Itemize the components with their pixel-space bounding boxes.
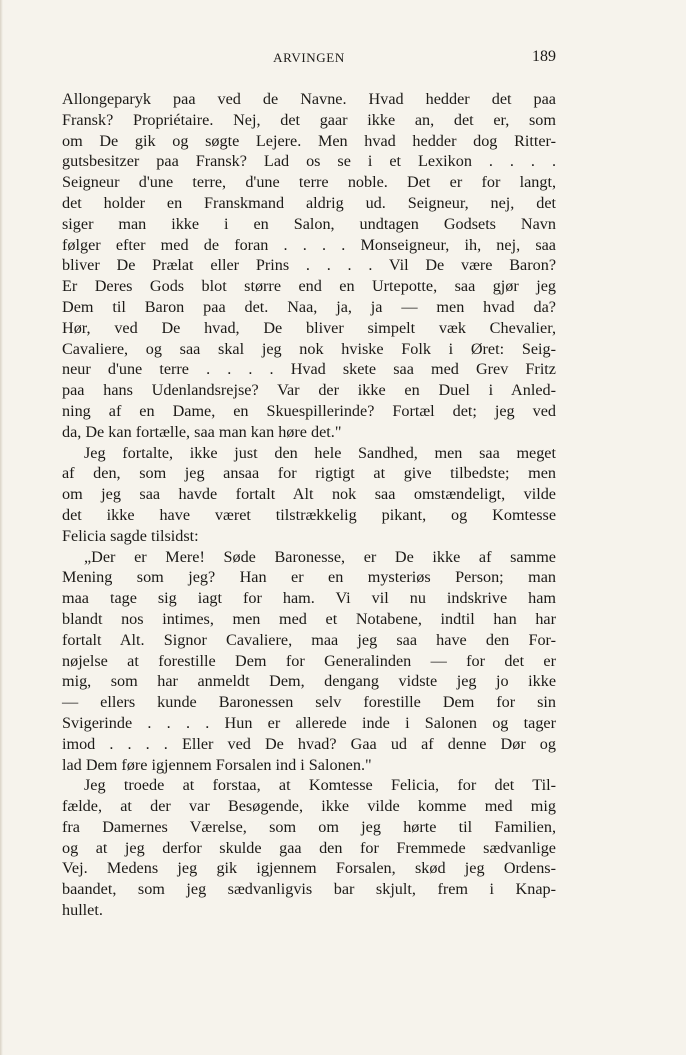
text-line: siger man ikke i en Salon, undtagen Godsets Navn bbox=[62, 214, 556, 233]
text-line: blandt nos intimes, men med et Notabene, indtil han har bbox=[62, 609, 556, 628]
text-line: fra Damernes Værelse, som om jeg hørte til Familien, bbox=[62, 817, 556, 836]
text-line: bliver De Prælat eller Prins . . . . Vil De være Baron? bbox=[62, 256, 556, 275]
page-number: 189 bbox=[532, 48, 556, 65]
text-line: Fransk? Propriétaire. Nej, det gaar ikke an, det er, som bbox=[62, 110, 556, 129]
text-line: Cavaliere, og saa skal jeg nok hviske Folk i Øret: Seig- bbox=[62, 339, 556, 358]
text-line: Seigneur d'une terre, d'une terre noble. Det er for langt, bbox=[62, 173, 556, 192]
text-line: af den, som jeg ansaa for rigtigt at give tilbedste; men bbox=[62, 464, 556, 483]
text-line: neur d'une terre . . . . Hvad skete saa med Grev Fritz bbox=[62, 360, 556, 379]
text-line: det holder en Franskmand aldrig ud. Seigneur, nej, det bbox=[62, 193, 556, 212]
text-line: nøjelse at forestille Dem for Generalinden — for det er bbox=[62, 651, 556, 670]
text-line: lad Dem føre igjennem Forsalen ind i Salonen." bbox=[62, 755, 372, 774]
text-line: det ikke have været tilstrækkelig pikant, og Komtesse bbox=[62, 505, 556, 524]
text-line: følger efter med de foran . . . . Monseigneur, ih, nej, saa bbox=[62, 235, 556, 254]
text-line: imod . . . . Eller ved De hvad? Gaa ud af denne Dør og bbox=[62, 734, 556, 753]
text-line: Jeg troede at forstaa, at Komtesse Felicia, for det Til- bbox=[84, 776, 556, 795]
text-line: Vej. Medens jeg gik igjennem Forsalen, skød jeg Ordens- bbox=[62, 859, 556, 878]
text-line: Dem til Baron paa det. Naa, ja, ja — men hvad da? bbox=[62, 297, 556, 316]
page-edge bbox=[0, 0, 3, 1055]
text-line: — ellers kunde Baronessen selv forestille Dem for sin bbox=[62, 693, 556, 712]
text-line: Felicia sagde tilsidst: bbox=[62, 526, 199, 545]
text-line: ning af en Dame, en Skuespillerinde? Fortæl det; jeg ved bbox=[62, 401, 556, 420]
text-line: baandet, som jeg sædvanligvis bar skjult, frem i Knap- bbox=[62, 880, 556, 899]
text-line: paa hans Udenlandsrejse? Var der ikke en Duel i Anled- bbox=[62, 381, 556, 400]
page-header bbox=[62, 48, 556, 70]
text-line: mig, som har anmeldt Dem, dengang vidste jeg jo ikke bbox=[62, 672, 556, 691]
body-text bbox=[62, 89, 556, 921]
text-line: Er Deres Gods blot større end en Urtepotte, saa gjør jeg bbox=[62, 277, 556, 296]
text-line: da, De kan fortælle, saa man kan høre det." bbox=[62, 422, 342, 441]
text-line: Mening som jeg? Han er en mysteriøs Person; man bbox=[62, 568, 556, 587]
running-head: ARVINGEN bbox=[273, 50, 345, 65]
text-line: om jeg saa havde fortalt Alt nok saa omstændeligt, vilde bbox=[62, 485, 556, 504]
text-line: Hør, ved De hvad, De bliver simpelt væk Chevalier, bbox=[62, 318, 556, 337]
text-line: og at jeg derfor skulde gaa den for Fremmede sædvanlige bbox=[62, 838, 556, 857]
text-line: fortalt Alt. Signor Cavaliere, maa jeg saa have den For- bbox=[62, 630, 556, 649]
text-line: Jeg fortalte, ikke just den hele Sandhed, men saa meget bbox=[84, 443, 556, 462]
text-line: „Der er Mere! Søde Baronesse, er De ikke af samme bbox=[84, 547, 556, 566]
text-line: maa tage sig iagt for ham. Vi vil nu indskrive ham bbox=[62, 589, 556, 608]
text-line: om De gik og søgte Lejere. Men hvad hedder dog Ritter- bbox=[62, 131, 556, 150]
text-line: fælde, at der var Besøgende, ikke vilde komme med mig bbox=[62, 797, 556, 816]
text-line: Allongeparyk paa ved de Navne. Hvad hedder det paa bbox=[62, 90, 556, 108]
text-line: gutsbesitzer paa Fransk? Lad os se i et Lexikon . . . . bbox=[62, 152, 556, 171]
text-line: hullet. bbox=[62, 901, 103, 920]
text-line: Svigerinde . . . . Hun er allerede inde i Salonen og tager bbox=[62, 713, 556, 732]
